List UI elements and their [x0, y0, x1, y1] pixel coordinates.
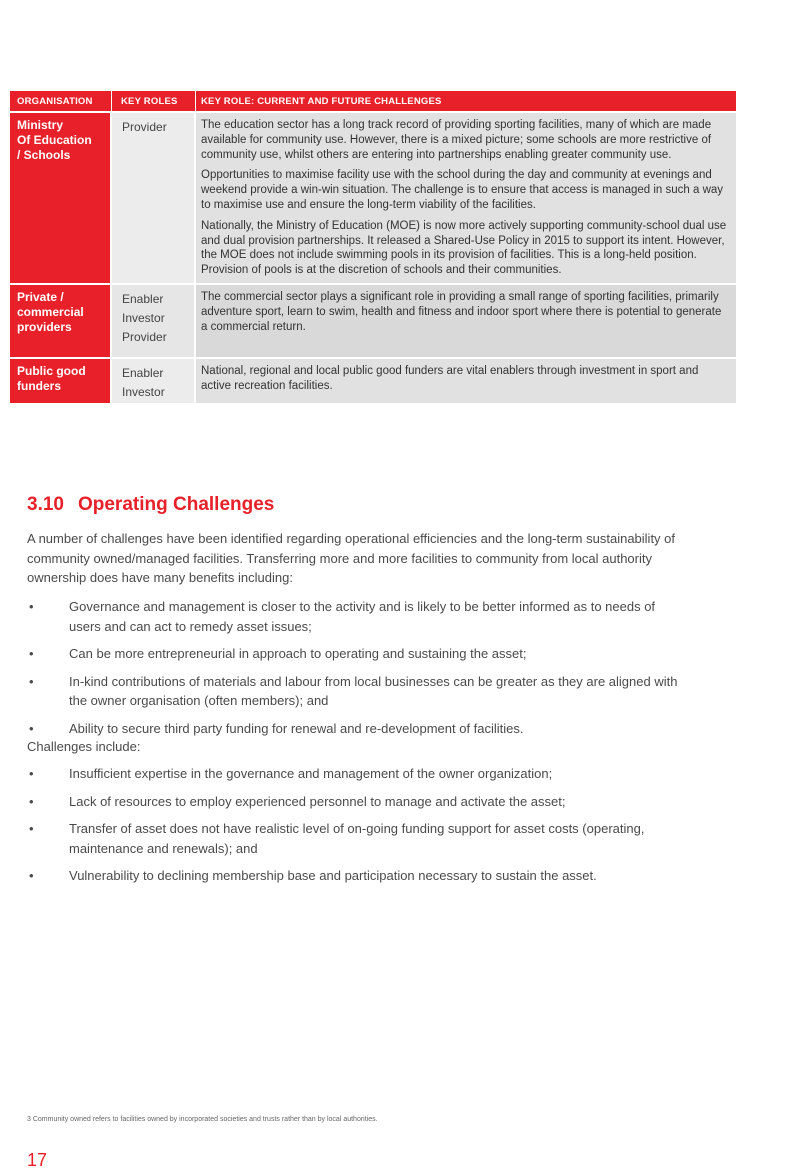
section-number: 3.10 — [27, 494, 64, 515]
list-item — [27, 792, 687, 812]
section-intro: A number of challenges have been identified regarding operational efficiencies and the long-term sustainability of community owned/managed facilities. Transferring more and more facilities to community from local authority ownership does have many benefits including: — [27, 531, 676, 585]
header-divider — [195, 91, 196, 111]
list-item — [27, 719, 687, 739]
section-heading — [27, 494, 274, 516]
list-item — [27, 819, 687, 858]
organisation-line: providers — [17, 319, 72, 334]
organisation-line: Private / — [17, 289, 64, 304]
list-item-text: Transfer of asset does not have realistic level of on-going funding support for asset costs (operating, maintenance and renewals); and — [69, 821, 645, 856]
list-item — [27, 644, 687, 664]
header-challenges: KEY ROLE: CURRENT AND FUTURE CHALLENGES — [201, 96, 442, 107]
challenge-paragraph: Opportunities to maximise facility use with the school during the day and community at evenings and weekend provide a win-win situation. The challenge is to ensure that access is managed in such a way to maximise use and ensure the long-term viability of the facilities. — [201, 169, 724, 211]
footnote: 3 Community owned refers to facilities owned by incorporated societies and trusts rather than by local authorities. — [27, 1116, 378, 1123]
organisation-line: / Schools — [17, 148, 71, 162]
challenge-paragraph: The education sector has a long track record of providing sporting facilities, many of which are made available for community use. However, there is a mixed picture; some schools are more restrictive of community use, whilst others are entering into partnerships enabling greater community use. — [201, 119, 712, 161]
organisation-line: commercial — [17, 304, 84, 319]
organisation-line: Public good — [17, 363, 86, 378]
bullet-marker: • — [29, 766, 34, 781]
bullet-marker: • — [29, 821, 34, 836]
bullet-marker: • — [29, 720, 34, 736]
challenge-paragraph: The commercial sector plays a significant role in providing a small range of sporting facilities, primarily adventure sport, learn to swim, health and fitness and indoor sport where there is potential to generate a commercial return. — [201, 290, 722, 333]
challenge-paragraph: Nationally, the Ministry of Education (MOE) is now more actively supporting community-school dual use and dual provision partnerships. It released a Shared-Use Policy in 2015 to support its intent. However, the MOE does not include swimming pools in its provision of facilities. This is a long-held position. Provision of pools is at the discretion of schools and their communities. — [201, 219, 727, 277]
organisation-cell — [10, 113, 110, 283]
header-organisation: ORGANISATION — [17, 96, 93, 107]
role-label: Provider — [122, 120, 167, 134]
roles-cell — [112, 359, 194, 403]
table-row — [10, 359, 736, 403]
bullet-marker: • — [29, 868, 34, 883]
role-label: Investor — [122, 310, 165, 325]
header-key-roles: KEY ROLES — [121, 96, 178, 107]
challenges-list — [27, 764, 687, 894]
list-item-text: Governance and management is closer to the activity and is likely to be better informed as to needs of users and can act to remedy asset issues; — [69, 599, 656, 634]
role-label: Provider — [122, 329, 167, 344]
list-item — [27, 597, 687, 636]
header-divider — [111, 91, 112, 111]
table-row — [10, 285, 736, 357]
challenges-cell — [196, 359, 736, 403]
page-number: 17 — [27, 1150, 48, 1170]
role-label: Investor — [122, 384, 165, 399]
list-item-text: In-kind contributions of materials and labour from local businesses can be greater as they are aligned with the owner organisation (often members); and — [69, 673, 678, 708]
organisation-name — [10, 359, 110, 394]
organisation-name — [10, 113, 110, 163]
list-item-text: Can be more entrepreneurial in approach to operating and sustaining the asset; — [69, 646, 527, 661]
organisation-cell — [10, 359, 110, 403]
list-item-text: Lack of resources to employ experienced personnel to manage and activate the asset; — [69, 793, 566, 809]
challenges-cell — [196, 113, 736, 283]
roles-cell — [112, 113, 194, 283]
table-row — [10, 113, 736, 283]
organisation-line: Of Education — [17, 133, 92, 147]
list-item-text: Vulnerability to declining membership base and participation necessary to sustain the asset. — [69, 868, 597, 883]
roles-table — [10, 91, 736, 403]
organisation-line: Ministry — [17, 118, 64, 132]
bullet-marker: • — [29, 793, 34, 809]
bullet-marker: • — [29, 673, 34, 689]
section-title: Operating Challenges — [77, 494, 275, 515]
bullet-marker: • — [29, 599, 34, 614]
challenges-cell — [196, 285, 736, 357]
roles-cell — [112, 285, 194, 357]
bullet-marker: • — [29, 646, 34, 661]
list-item — [27, 866, 687, 886]
organisation-cell — [10, 285, 110, 357]
list-item — [27, 672, 687, 711]
benefits-list — [27, 597, 687, 746]
role-label: Enabler — [122, 365, 164, 380]
list-item-text: Insufficient expertise in the governance and management of the owner organization; — [69, 766, 553, 781]
list-item-text: Ability to secure third party funding for renewal and re-development of facilities. — [69, 720, 524, 736]
organisation-line: funders — [17, 378, 62, 393]
challenge-paragraph: National, regional and local public good funders are vital enablers through investment in sport and active recreation facilities. — [201, 364, 699, 392]
challenges-label: Challenges include: — [27, 739, 141, 754]
table-header — [10, 91, 736, 111]
organisation-name — [10, 285, 110, 335]
role-label: Enabler — [122, 291, 164, 306]
list-item — [27, 764, 687, 784]
